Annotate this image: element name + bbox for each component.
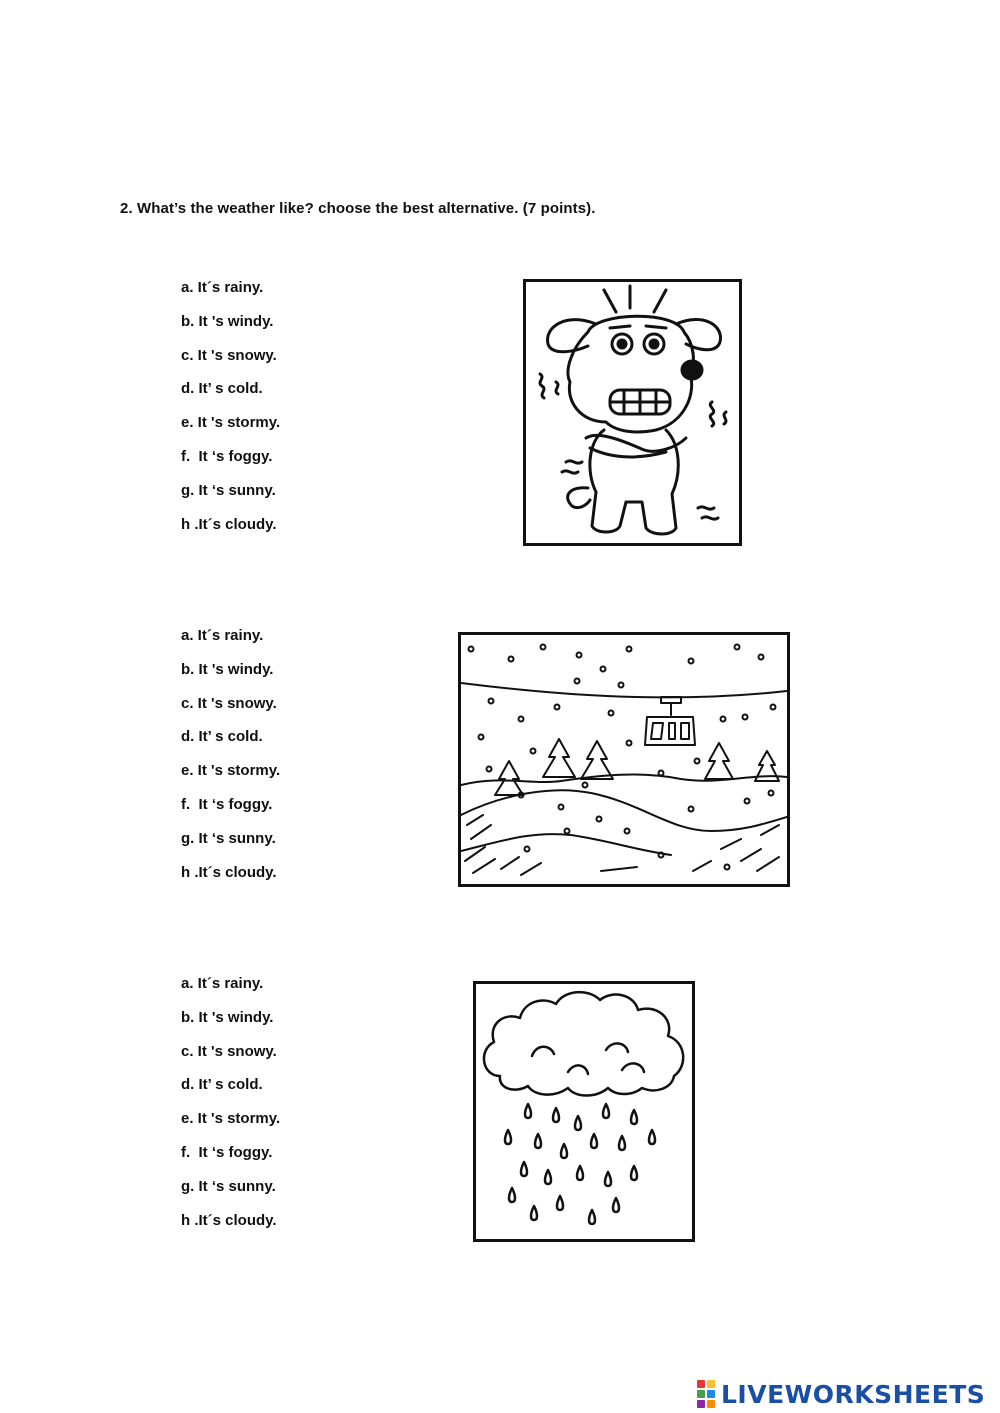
liveworksheets-logo [697,1378,985,1410]
option-a[interactable]: a. It´s rainy. [181,975,264,992]
option-e[interactable]: e. It 's stormy. [181,762,281,780]
option-b[interactable]: b. It 's windy. [181,312,274,330]
option-h[interactable]: h .It´s cloudy. [181,863,277,881]
question-title: 2. What’s the weather like? choose the best alternative. (7 points). [120,200,596,217]
logo-blocks-icon [697,1380,715,1408]
option-c[interactable]: c. It 's snowy. [181,1042,277,1060]
option-h[interactable]: h .It´s cloudy. [181,1211,277,1229]
option-list [181,279,280,549]
option-g[interactable]: g. It ‘s sunny. [181,481,276,499]
option-list [181,627,280,897]
shivering-dog-picture [523,279,742,546]
option-b[interactable]: b. It 's windy. [181,660,274,678]
option-f[interactable]: f. It ‘s foggy. [181,795,273,813]
rain-cloud-picture [473,981,695,1242]
logo-text: LIVEWORKSHEETS [721,1379,986,1409]
option-b[interactable]: b. It 's windy. [181,1008,274,1026]
option-c[interactable]: c. It 's snowy. [181,346,277,364]
option-c[interactable]: c. It 's snowy. [181,694,277,712]
option-d[interactable]: d. It’ s cold. [181,380,263,398]
option-e[interactable]: e. It 's stormy. [181,414,281,432]
option-g[interactable]: g. It ‘s sunny. [181,1177,276,1195]
option-list [181,975,280,1245]
option-g[interactable]: g. It ‘s sunny. [181,829,276,847]
option-a[interactable]: a. It´s rainy. [181,279,264,296]
option-e[interactable]: e. It 's stormy. [181,1110,281,1128]
option-f[interactable]: f. It ‘s foggy. [181,447,273,465]
option-d[interactable]: d. It’ s cold. [181,1076,263,1094]
option-h[interactable]: h .It´s cloudy. [181,515,277,533]
option-f[interactable]: f. It ‘s foggy. [181,1143,273,1161]
snowy-mountains-picture [458,632,790,887]
option-d[interactable]: d. It’ s cold. [181,728,263,746]
option-a[interactable]: a. It´s rainy. [181,627,264,644]
